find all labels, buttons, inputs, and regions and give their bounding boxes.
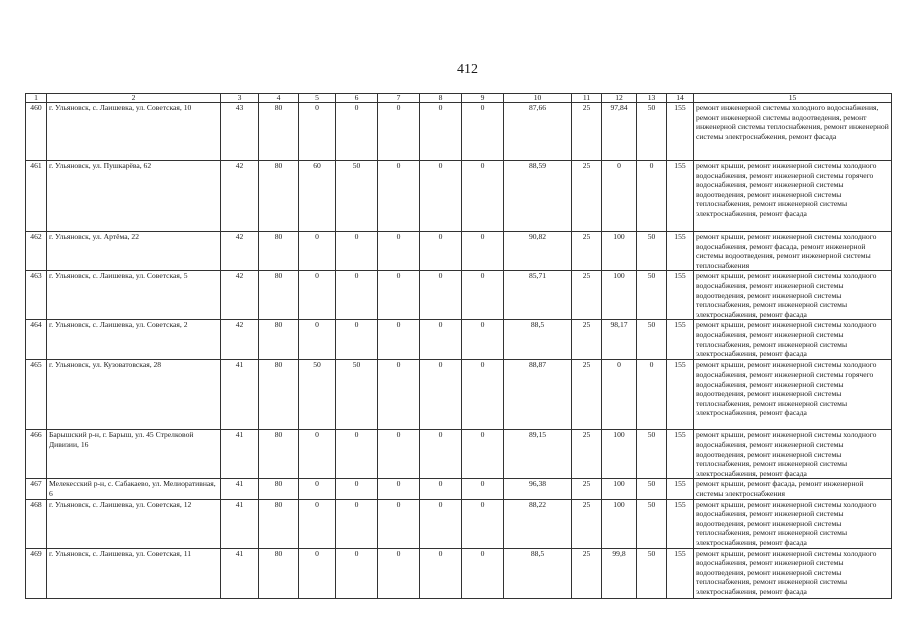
- cell-value: 80: [259, 232, 299, 271]
- cell-value: 155: [667, 499, 694, 548]
- works-description-cell: ремонт крыши, ремонт инженерной системы холодного водоснабжения, ремонт инженерной системы горячего водоснабжения, ремонт инженерной системы водоотведения, ремонт инженерной системы теплоснабжения, ремонт инженерной системы электроснабжения, ремонт фасада: [694, 161, 892, 232]
- header-row: [26, 94, 892, 103]
- cell-value: 155: [667, 232, 694, 271]
- cell-value: 80: [259, 161, 299, 232]
- cell-value: 50: [637, 548, 667, 598]
- cell-value: 25: [572, 232, 602, 271]
- cell-value: 42: [221, 271, 259, 320]
- cell-value: 88,87: [504, 360, 572, 430]
- cell-value: 0: [420, 479, 462, 499]
- cell-value: 100: [602, 430, 637, 479]
- cell-value: 155: [667, 548, 694, 598]
- cell-value: 0: [420, 103, 462, 161]
- column-header: 7: [378, 94, 420, 103]
- cell-value: 41: [221, 479, 259, 499]
- row-number: 462: [26, 232, 47, 271]
- cell-value: 99,8: [602, 548, 637, 598]
- table-row: [26, 232, 892, 271]
- column-header: 4: [259, 94, 299, 103]
- cell-value: 80: [259, 499, 299, 548]
- cell-value: 88,5: [504, 548, 572, 598]
- cell-value: 0: [637, 161, 667, 232]
- cell-value: 0: [378, 103, 420, 161]
- cell-value: 0: [336, 271, 378, 320]
- page-number: 412: [457, 62, 478, 77]
- column-header: 15: [694, 94, 892, 103]
- cell-value: 0: [378, 320, 420, 360]
- cell-value: 50: [637, 479, 667, 499]
- column-header: 6: [336, 94, 378, 103]
- cell-value: 25: [572, 499, 602, 548]
- cell-value: 0: [378, 548, 420, 598]
- cell-value: 0: [602, 360, 637, 430]
- cell-value: 0: [420, 320, 462, 360]
- works-description-cell: ремонт крыши, ремонт фасада, ремонт инженерной системы электроснабжения: [694, 479, 892, 499]
- cell-value: 100: [602, 479, 637, 499]
- cell-value: 0: [378, 479, 420, 499]
- cell-value: 0: [420, 271, 462, 320]
- cell-value: 42: [221, 232, 259, 271]
- cell-value: 50: [637, 103, 667, 161]
- cell-value: 155: [667, 271, 694, 320]
- cell-value: 0: [299, 499, 336, 548]
- cell-value: 0: [420, 430, 462, 479]
- cell-value: 50: [637, 430, 667, 479]
- table-row: [26, 320, 892, 360]
- cell-value: 0: [602, 161, 637, 232]
- cell-value: 0: [462, 548, 504, 598]
- cell-value: 0: [336, 479, 378, 499]
- row-number: 463: [26, 271, 47, 320]
- cell-value: 60: [299, 161, 336, 232]
- cell-value: 0: [299, 320, 336, 360]
- cell-value: 0: [378, 360, 420, 430]
- cell-value: 87,66: [504, 103, 572, 161]
- cell-value: 89,15: [504, 430, 572, 479]
- cell-value: 25: [572, 103, 602, 161]
- cell-value: 155: [667, 103, 694, 161]
- cell-value: 25: [572, 360, 602, 430]
- cell-value: 0: [420, 499, 462, 548]
- cell-value: 0: [462, 479, 504, 499]
- cell-value: 50: [637, 320, 667, 360]
- cell-value: 0: [420, 232, 462, 271]
- cell-value: 80: [259, 479, 299, 499]
- cell-value: 50: [336, 161, 378, 232]
- cell-value: 80: [259, 103, 299, 161]
- cell-value: 100: [602, 499, 637, 548]
- cell-value: 0: [336, 232, 378, 271]
- cell-value: 0: [299, 430, 336, 479]
- cell-value: 50: [637, 271, 667, 320]
- cell-value: 50: [637, 499, 667, 548]
- cell-value: 100: [602, 271, 637, 320]
- cell-value: 50: [336, 360, 378, 430]
- column-header: 8: [420, 94, 462, 103]
- cell-value: 0: [462, 161, 504, 232]
- table-row: [26, 479, 892, 499]
- column-header: 11: [572, 94, 602, 103]
- works-description-cell: ремонт крыши, ремонт инженерной системы холодного водоснабжения, ремонт фасада, ремонт инженерной системы водоотведения, ремонт инженерной системы теплоснабжения: [694, 232, 892, 271]
- address-cell: г. Ульяновск, с. Лаишевка, ул. Советская, 2: [47, 320, 221, 360]
- cell-value: 25: [572, 479, 602, 499]
- table-row: [26, 430, 892, 479]
- column-header: 1: [26, 94, 47, 103]
- cell-value: 0: [299, 103, 336, 161]
- cell-value: 96,38: [504, 479, 572, 499]
- cell-value: 0: [378, 499, 420, 548]
- repair-registry-table: [25, 93, 892, 599]
- cell-value: 43: [221, 103, 259, 161]
- cell-value: 88,22: [504, 499, 572, 548]
- address-cell: г. Ульяновск, с. Лаишевка, ул. Советская, 5: [47, 271, 221, 320]
- cell-value: 0: [336, 499, 378, 548]
- table-row: [26, 103, 892, 161]
- cell-value: 80: [259, 360, 299, 430]
- cell-value: 41: [221, 499, 259, 548]
- works-description-cell: ремонт инженерной системы холодного водоснабжения, ремонт инженерной системы водоотведения, ремонт инженерной системы теплоснабжения, ремонт инженерной системы электроснабжения, ремонт фасада: [694, 103, 892, 161]
- column-header: 14: [667, 94, 694, 103]
- cell-value: 0: [336, 320, 378, 360]
- cell-value: 0: [462, 271, 504, 320]
- row-number: 464: [26, 320, 47, 360]
- address-cell: г. Ульяновск, с. Лаишевка, ул. Советская, 12: [47, 499, 221, 548]
- table-row: [26, 360, 892, 430]
- cell-value: 42: [221, 161, 259, 232]
- works-description-cell: ремонт крыши, ремонт инженерной системы холодного водоснабжения, ремонт инженерной системы водоотведения, ремонт инженерной системы теплоснабжения, ремонт инженерной системы электроснабжения, ремонт фасада: [694, 430, 892, 479]
- cell-value: 80: [259, 271, 299, 320]
- address-cell: г. Ульяновск, с. Лаишевка, ул. Советская, 11: [47, 548, 221, 598]
- cell-value: 41: [221, 360, 259, 430]
- column-header: 13: [637, 94, 667, 103]
- column-header: 10: [504, 94, 572, 103]
- row-number: 468: [26, 499, 47, 548]
- cell-value: 25: [572, 548, 602, 598]
- table-row: [26, 161, 892, 232]
- cell-value: 0: [336, 103, 378, 161]
- row-number: 460: [26, 103, 47, 161]
- cell-value: 97,84: [602, 103, 637, 161]
- column-header: 2: [47, 94, 221, 103]
- cell-value: 0: [420, 161, 462, 232]
- cell-value: 155: [667, 360, 694, 430]
- cell-value: 0: [420, 548, 462, 598]
- cell-value: 0: [299, 479, 336, 499]
- cell-value: 25: [572, 320, 602, 360]
- cell-value: 0: [299, 271, 336, 320]
- cell-value: 0: [420, 360, 462, 430]
- address-cell: Мелекесский р-н, с. Сабакаево, ул. Мелиоративная, 6: [47, 479, 221, 499]
- cell-value: 0: [378, 430, 420, 479]
- cell-value: 155: [667, 430, 694, 479]
- works-description-cell: ремонт крыши, ремонт инженерной системы холодного водоснабжения, ремонт инженерной системы горячего водоснабжения, ремонт инженерной системы водоотведения, ремонт инженерной системы теплоснабжения, ремонт инженерной системы электроснабжения, ремонт фасада: [694, 360, 892, 430]
- cell-value: 0: [637, 360, 667, 430]
- row-number: 465: [26, 360, 47, 430]
- table-row: [26, 271, 892, 320]
- row-number: 466: [26, 430, 47, 479]
- cell-value: 41: [221, 430, 259, 479]
- cell-value: 0: [462, 360, 504, 430]
- row-number: 469: [26, 548, 47, 598]
- cell-value: 0: [462, 232, 504, 271]
- cell-value: 80: [259, 320, 299, 360]
- cell-value: 50: [637, 232, 667, 271]
- cell-value: 155: [667, 161, 694, 232]
- cell-value: 0: [462, 430, 504, 479]
- cell-value: 0: [378, 161, 420, 232]
- column-header: 9: [462, 94, 504, 103]
- table-row: [26, 499, 892, 548]
- cell-value: 0: [462, 103, 504, 161]
- cell-value: 85,71: [504, 271, 572, 320]
- cell-value: 25: [572, 430, 602, 479]
- cell-value: 90,82: [504, 232, 572, 271]
- address-cell: г. Ульяновск, ул. Артёма, 22: [47, 232, 221, 271]
- cell-value: 0: [462, 320, 504, 360]
- cell-value: 88,5: [504, 320, 572, 360]
- cell-value: 42: [221, 320, 259, 360]
- cell-value: 25: [572, 271, 602, 320]
- cell-value: 155: [667, 479, 694, 499]
- row-number: 461: [26, 161, 47, 232]
- column-header: 12: [602, 94, 637, 103]
- cell-value: 98,17: [602, 320, 637, 360]
- works-description-cell: ремонт крыши, ремонт инженерной системы холодного водоснабжения, ремонт инженерной системы водоотведения, ремонт инженерной системы теплоснабжения, ремонт инженерной системы электроснабжения, ремонт фасада: [694, 548, 892, 598]
- cell-value: 0: [462, 499, 504, 548]
- cell-value: 25: [572, 161, 602, 232]
- table-row: [26, 548, 892, 598]
- cell-value: 0: [299, 232, 336, 271]
- address-cell: Барышский р-н, г. Барыш, ул. 45 Стрелковой Дивизии, 16: [47, 430, 221, 479]
- cell-value: 0: [378, 271, 420, 320]
- row-number: 467: [26, 479, 47, 499]
- column-header: 3: [221, 94, 259, 103]
- works-description-cell: ремонт крыши, ремонт инженерной системы холодного водоснабжения, ремонт инженерной системы водоотведения, ремонт инженерной системы теплоснабжения, ремонт инженерной системы электроснабжения, ремонт фасада: [694, 499, 892, 548]
- cell-value: 0: [336, 430, 378, 479]
- column-header: 5: [299, 94, 336, 103]
- address-cell: г. Ульяновск, с. Лаишевка, ул. Советская, 10: [47, 103, 221, 161]
- cell-value: 155: [667, 320, 694, 360]
- address-cell: г. Ульяновск, ул. Кузоватовская, 28: [47, 360, 221, 430]
- cell-value: 41: [221, 548, 259, 598]
- cell-value: 0: [299, 548, 336, 598]
- cell-value: 80: [259, 430, 299, 479]
- works-description-cell: ремонт крыши, ремонт инженерной системы холодного водоснабжения, ремонт инженерной системы теплоснабжения, ремонт инженерной системы электроснабжения, ремонт фасада: [694, 320, 892, 360]
- cell-value: 100: [602, 232, 637, 271]
- cell-value: 0: [378, 232, 420, 271]
- cell-value: 50: [299, 360, 336, 430]
- cell-value: 88,59: [504, 161, 572, 232]
- works-description-cell: ремонт крыши, ремонт инженерной системы холодного водоснабжения, ремонт инженерной системы водоотведения, ремонт инженерной системы теплоснабжения, ремонт инженерной системы электроснабжения, ремонт фасада: [694, 271, 892, 320]
- cell-value: 0: [336, 548, 378, 598]
- cell-value: 80: [259, 548, 299, 598]
- address-cell: г. Ульяновск, ул. Пушкарёва, 62: [47, 161, 221, 232]
